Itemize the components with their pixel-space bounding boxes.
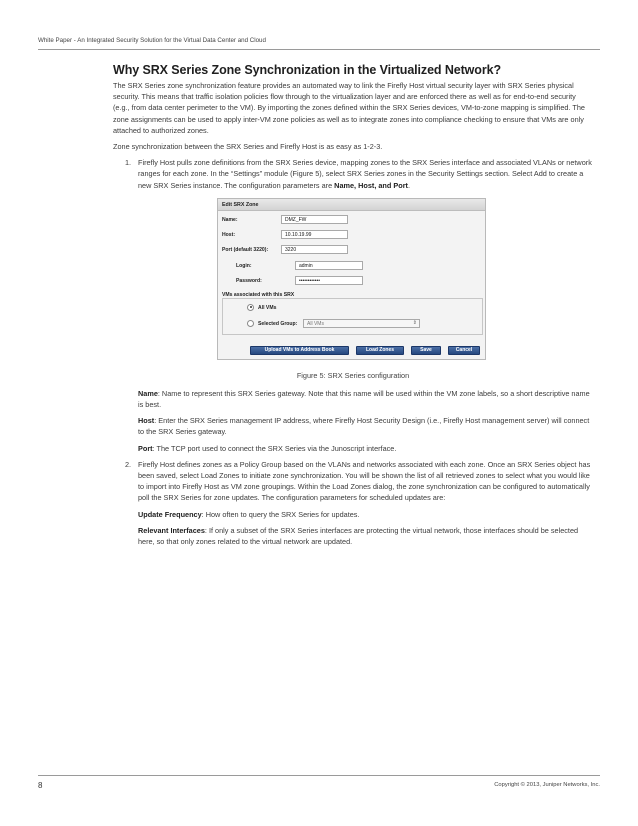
definition-port <box>113 443 593 454</box>
section-title: Why SRX Series Zone Synchronization in the Virtualized Network? <box>113 63 501 77</box>
header-rule <box>38 49 600 50</box>
definition-name <box>113 388 593 410</box>
definition-text: : Name to represent this SRX Series gateway. Note that this name will be used within the VM zone labels, so a short descriptive name is best. <box>138 388 590 410</box>
name-field[interactable]: DMZ_FW <box>281 215 348 224</box>
steps-intro-paragraph: Zone synchronization between the SRX Series and Firefly Host is as easy as 1-2-3. <box>113 142 383 152</box>
step-2-text: Firefly Host defines zones as a Policy Group based on the VLANs and networks associated with each zone. Once an SRX Series object has been saved, select Load Zones to initiate zone synchronization. You will be shown the list of all retrieved zones to select what you would like to import into Firefly Host as VM zone groupings. Within the Load Zones dialog, the zone synchronization can be configured to automatically poll the SRX Series for zone updates. The configuration parameters for scheduled updates are: <box>138 459 591 503</box>
vm-association-group <box>222 298 483 335</box>
password-label: Password: <box>236 277 262 284</box>
step-1-text: Firefly Host pulls zone definitions from the SRX Series device, mapping zones to the SRX Series interface and associated VLANs or network ranges for each zone. In the “Settings” module (Figure 5), select SRX Series zones in the Security Settings section. Select Add to create a new SRX Series instance. The configuration parameters are <box>138 158 592 190</box>
login-field[interactable]: admin <box>295 261 363 270</box>
footer-rule <box>38 775 600 776</box>
step-1-number: 1. <box>125 158 132 168</box>
figure-caption: Figure 5: SRX Series configuration <box>296 370 410 380</box>
step-2 <box>113 459 593 504</box>
definition-text: : If only a subset of the SRX Series interfaces are protecting the virtual network, those interfaces should be selected here, so that only zones related to the virtual network are updated. <box>138 525 579 547</box>
definition-update-frequency <box>113 509 593 520</box>
updown-arrows-icon: ⇕ <box>412 319 417 326</box>
definition-term: Relevant Interfaces <box>138 525 205 535</box>
password-field[interactable]: •••••••••••• <box>295 276 363 285</box>
step-2-number: 2. <box>125 459 132 469</box>
intro-paragraph: The SRX Series zone synchronization feature provides an automated way to link the Firefly Host virtual security layer with SRX Series physical security. This means that traffic isolation policies flow through to the virtualization layer and are enforced there as well as for end-to-end security (e.g., from data center perimeter to the VM). By importing the zones defined within the SRX Series devices, VM-to-zone mapping is simplified. The zone assignments can be used to apply inter-VM zone policies as well as to integrate zones into compliance checking to ensure that VMs are only attached to authorized zones. <box>113 81 585 135</box>
selected-group-select[interactable] <box>303 319 420 328</box>
definition-term: Port <box>138 443 153 453</box>
dialog-title: Edit SRX Zone <box>218 199 485 211</box>
all-vms-radio[interactable] <box>247 304 254 311</box>
page-content <box>113 63 593 552</box>
upload-vms-button[interactable]: Upload VMs to Address Book <box>250 346 349 355</box>
copyright-notice: Copyright © 2013, Juniper Networks, Inc. <box>494 782 600 788</box>
step-1 <box>113 157 593 191</box>
definition-text: : Enter the SRX Series management IP address, where Firefly Host Security Design (i.e., Firefly Host management server) will connect to the SRX Series gateway. <box>138 416 590 437</box>
definition-term: Update Frequency <box>138 509 202 519</box>
login-label: Login: <box>236 262 252 269</box>
step-1-end: . <box>407 180 410 190</box>
definition-term: Host <box>138 416 155 426</box>
page-number: 8 <box>38 781 43 790</box>
definition-term: Name <box>138 388 158 398</box>
definition-host <box>113 415 593 437</box>
selected-group-radio[interactable] <box>247 320 254 327</box>
selected-group-value: All VMs <box>307 320 324 327</box>
definition-text: : How often to query the SRX Series for updates. <box>201 509 360 519</box>
edit-srx-zone-dialog <box>217 198 486 360</box>
host-field[interactable]: 10.10.19.99 <box>281 230 348 239</box>
name-label: Name: <box>222 216 238 223</box>
definition-text: : The TCP port used to connect the SRX Series via the Junoscript interface. <box>152 443 397 453</box>
save-button[interactable]: Save <box>411 346 441 355</box>
vms-associated-label: VMs associated with this SRX <box>222 291 295 298</box>
step-1-params: Name, Host, and Port <box>334 180 408 190</box>
running-header: White Paper - An Integrated Security Solution for the Virtual Data Center and Cloud <box>38 37 266 44</box>
definition-relevant-interfaces <box>113 525 593 547</box>
selected-group-label: Selected Group: <box>258 320 298 327</box>
host-label: Host: <box>222 231 236 238</box>
load-zones-button[interactable]: Load Zones <box>356 346 404 355</box>
all-vms-label: All VMs <box>258 304 277 311</box>
port-field[interactable]: 3220 <box>281 245 348 254</box>
cancel-button[interactable]: Cancel <box>448 346 480 355</box>
port-label: Port (default 3220): <box>222 246 269 253</box>
